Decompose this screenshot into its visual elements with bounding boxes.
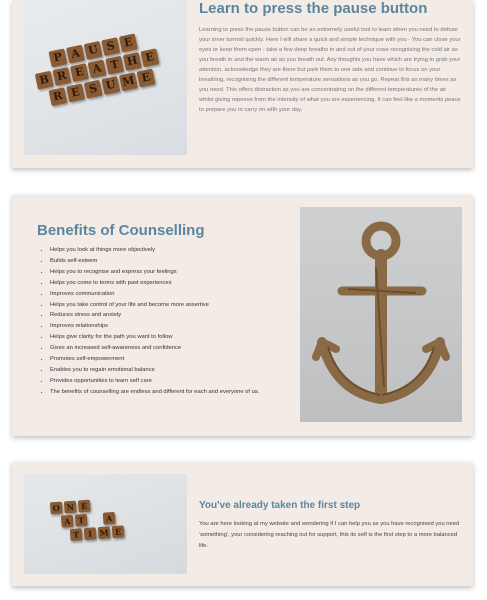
benefit-item: • Provides opportunities to learn self care	[50, 376, 310, 387]
letter-tile: U	[101, 76, 120, 95]
letter-tile: N	[64, 501, 77, 514]
benefits-list	[37, 245, 310, 398]
letter-tile: M	[119, 72, 138, 91]
tile-arrangement	[29, 28, 164, 110]
letter-tile: I	[84, 527, 97, 540]
driftwood-anchor-image	[300, 207, 462, 422]
letter-tile: O	[50, 502, 63, 515]
letter-tile: R	[52, 67, 71, 86]
benefit-item: • Improves relationships	[50, 321, 310, 332]
benefit-item: • Helps you look at things more objectively	[50, 245, 310, 256]
benefit-item: • Helps you come to terms with past experiences	[50, 278, 310, 289]
letter-tile: B	[35, 71, 54, 90]
section-title: Benefits of Counselling	[37, 222, 205, 239]
letter-tile: S	[101, 37, 120, 56]
benefit-item: • Promotes self-empowerment	[50, 354, 310, 365]
scrabble-tiles-image	[24, 474, 187, 574]
benefit-item: • Helps you take control of your life and become more assertive	[50, 300, 310, 311]
benefit-item: • Enables you to regain emotional balance	[50, 365, 310, 376]
section-body: You are here looking at my website and wondering if I can help you as you have recognised you need 'something', your considering reaching out for support, this its self is the first step to a more balanced life.	[199, 521, 460, 549]
section-title: You've already taken the first step	[199, 500, 361, 511]
letter-tile: E	[137, 69, 156, 88]
pause-section	[12, 0, 473, 168]
letter-tile: E	[119, 33, 138, 52]
benefit-item: • The benefits of counselling are endless and different for each and everyone of us.	[50, 387, 310, 398]
letter-tile: R	[49, 87, 68, 106]
letter-tile: E	[66, 83, 85, 102]
letter-tile: M	[99, 527, 109, 539]
benefit-item: • Helps you to recognise and express your feelings	[50, 267, 310, 278]
letter-tile: U	[84, 41, 103, 60]
benefit-item: • Gives an increased self-awareness and confidence	[50, 343, 310, 354]
benefit-item: • Builds self-esteem	[50, 256, 310, 267]
letter-tile: E	[70, 63, 89, 82]
letter-tile: A	[66, 45, 85, 64]
letter-tile: E	[78, 500, 91, 513]
letter-tile: A	[61, 515, 74, 528]
letter-tile: T	[105, 56, 124, 75]
section-title: Learn to press the pause button	[199, 0, 428, 17]
anchor-icon	[300, 207, 462, 422]
letter-tile: P	[48, 48, 67, 67]
letter-tile: T	[70, 528, 83, 541]
letter-tile: S	[84, 80, 103, 99]
letter-tile: E	[140, 48, 159, 67]
benefit-item: • Helps give clarity for the path you want to follow	[50, 332, 310, 343]
first-step-section	[12, 462, 473, 586]
scrabble-tiles-image	[24, 0, 187, 155]
letter-tile: A	[103, 512, 116, 525]
letter-tile: A	[88, 60, 107, 79]
benefit-item: • Improves communication	[50, 289, 310, 300]
benefit-item: • Reduces stress and anxiety	[50, 310, 310, 321]
benefits-section	[12, 195, 473, 436]
tile-arrangement	[45, 493, 126, 540]
section-body: Learning to press the pause button can be an extremely useful tool to learn when you need to defuse your inner turmoil quickly. Here I will share a quick and simple technique with you - You can close your eyes or keep them open - take a few deep breaths in and out of your nose recognising the cold air as you breath in and the warm air as you breath out. Any thoughts you have which are trying to grab your attention, acknowledge they are there but park them to one side and continue to focus on your breathing, recognising the different temperature sensations as you go. Repeat this as many times as you need. This offers distraction as you are concentrating on the different temperatures of the air whilst giving reprieve from the intensity of what you are experiencing. It can feel like a moments peace to prepare you to carry on with your day.	[199, 27, 461, 113]
letter-tile: E	[112, 525, 125, 538]
letter-tile: T	[75, 514, 88, 527]
letter-tile: H	[123, 52, 142, 71]
